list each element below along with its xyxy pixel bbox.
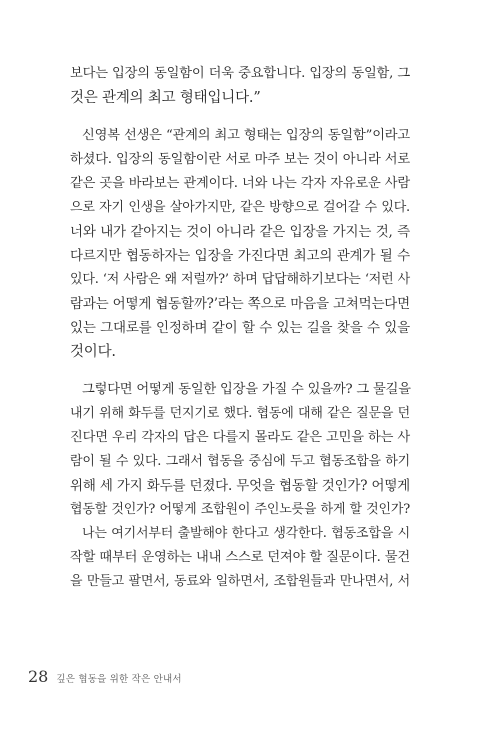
running-title: 깊은 협동을 위한 작은 안내서: [56, 674, 182, 685]
text-line: 나는 여기서부터 출발해야 한다고 생각한다. 협동조합을 시: [82, 526, 410, 541]
text-line: 너와 내가 같아지는 것이 아니라 같은 입장을 가지는 것, 즉: [70, 224, 410, 240]
page-footer: [28, 667, 182, 691]
text-line: 있다. ‘저 사람은 왜 저럴까?’ 하며 답답해하기보다는 ‘저런 사: [70, 272, 410, 287]
text-line: 다르지만 협동하자는 입장을 가진다면 최고의 관계가 될 수: [70, 248, 410, 264]
text-line: 으로 자기 인생을 살아가지만, 같은 방향으로 걸어갈 수 있다.: [70, 200, 410, 215]
text-line: 협동할 것인가? 어떻게 조합원이 주인노릇을 하게 할 것인가?: [70, 502, 410, 517]
text-line: 위해 세 가지 화두를 던졌다. 무엇을 협동할 것인가? 어떻게: [70, 478, 410, 494]
text-line: 신영복 선생은 “관계의 최고 형태는 입장의 동일함”이라고: [82, 128, 410, 143]
text-line: 있는 그대로를 인정하며 같이 할 수 있는 길을 찾을 수 있을: [70, 320, 410, 336]
text-line: 하셨다. 입장의 동일함이란 서로 마주 보는 것이 아니라 서로: [70, 152, 410, 167]
text-line: 그렇다면 어떻게 동일한 입장을 가질 수 있을까? 그 물길을: [82, 382, 411, 397]
text-line: 보다는 입장의 동일함이 더욱 중요합니다. 입장의 동일함, 그: [70, 66, 410, 81]
text-line: 람이 될 수 있다. 그래서 협동을 중심에 두고 협동조합을 하기: [70, 454, 410, 469]
text-line: 람과는 어떻게 협동할까?’라는 쪽으로 마음을 고쳐먹는다면: [70, 296, 410, 312]
text-line: 것은 관계의 최고 형태입니다.”: [70, 90, 261, 106]
text-line: 같은 곳을 바라보는 관계이다. 너와 나는 각자 자유로운 사람: [70, 176, 410, 191]
text-line: 진다면 우리 각자의 답은 다를지 몰라도 같은 고민을 하는 사: [70, 430, 410, 445]
text-line: 을 만들고 팔면서, 동료와 일하면서, 조합원들과 만나면서, 서: [70, 574, 410, 589]
text-line: 내기 위해 화두를 던지기로 했다. 협동에 대해 같은 질문을 던: [70, 406, 410, 421]
text-line: 것이다.: [70, 344, 116, 360]
page-number: 28: [28, 667, 49, 686]
text-line: 작할 때부터 운영하는 내내 스스로 던져야 할 질문이다. 물건: [70, 550, 410, 565]
